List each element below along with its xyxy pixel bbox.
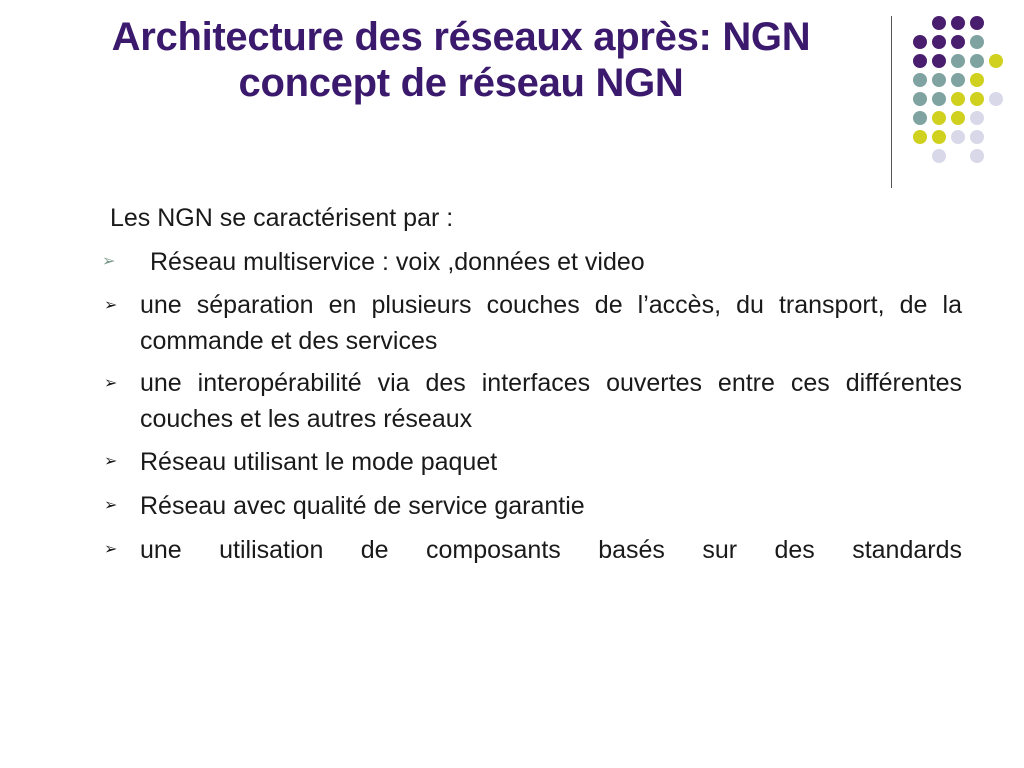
decorative-dot: [932, 111, 946, 125]
intro-text: Les NGN se caractérisent par :: [110, 204, 454, 232]
decorative-dot: [951, 35, 965, 49]
bullet-item: [104, 287, 962, 359]
bullet-text: une utilisation de composants basés sur des standards: [140, 536, 962, 564]
decorative-dot: [932, 92, 946, 106]
vertical-divider: [891, 16, 892, 188]
decorative-dot: [970, 130, 984, 144]
decorative-dot: [932, 35, 946, 49]
decorative-dot: [970, 149, 984, 163]
bullet-item: [104, 365, 962, 437]
bullet-text: Réseau multiservice : voix ,données et video: [150, 248, 645, 276]
bullet-item: [104, 487, 962, 525]
decorative-dot: [970, 54, 984, 68]
decorative-dot: [951, 111, 965, 125]
decorative-dot: [913, 73, 927, 87]
decorative-dot: [970, 92, 984, 106]
decorative-dot: [951, 92, 965, 106]
bullet-item: [104, 243, 962, 281]
arrow-bullet-icon: ➢: [104, 375, 118, 392]
decorative-dot: [932, 130, 946, 144]
decorative-dot: [913, 130, 927, 144]
decorative-dot: [970, 73, 984, 87]
decorative-dot: [932, 73, 946, 87]
decorative-dot: [970, 35, 984, 49]
decorative-dot: [970, 111, 984, 125]
decorative-dot: [913, 111, 927, 125]
bullet-text: une séparation en plusieurs couches de l’accès, du transport, de la commande et des services: [140, 291, 962, 355]
slide-body: [104, 199, 962, 575]
bullet-text: Réseau avec qualité de service garantie: [140, 492, 585, 520]
title-line-1: Architecture des réseaux après: NGN: [111, 15, 811, 59]
decorative-dot: [932, 54, 946, 68]
decorative-dot: [951, 130, 965, 144]
bullet-list: [104, 243, 962, 569]
decorative-dot: [913, 35, 927, 49]
decorative-dot: [913, 92, 927, 106]
bullet-item: [104, 443, 962, 481]
bullet-text: Réseau utilisant le mode paquet: [140, 448, 498, 476]
decorative-dot: [913, 54, 927, 68]
decorative-dot: [970, 16, 984, 30]
decorative-dot: [951, 54, 965, 68]
arrow-bullet-icon: ➢: [104, 497, 118, 514]
decorative-dot: [932, 16, 946, 30]
decorative-dot: [951, 73, 965, 87]
arrow-bullet-icon: ➢: [104, 453, 118, 470]
decorative-dot: [932, 149, 946, 163]
bullet-item: [104, 531, 962, 569]
decorative-dot: [989, 92, 1003, 106]
arrow-bullet-icon: ➢: [104, 541, 118, 558]
decorative-dot: [951, 16, 965, 30]
arrow-bullet-icon: ➢: [102, 253, 116, 270]
decorative-dot: [989, 54, 1003, 68]
slide-title: [40, 14, 882, 106]
arrow-bullet-icon: ➢: [104, 297, 118, 314]
title-line-2: concept de réseau NGN: [238, 61, 684, 105]
bullet-text: une interopérabilité via des interfaces ouvertes entre ces différentes couches et les autres réseaux: [140, 369, 962, 433]
